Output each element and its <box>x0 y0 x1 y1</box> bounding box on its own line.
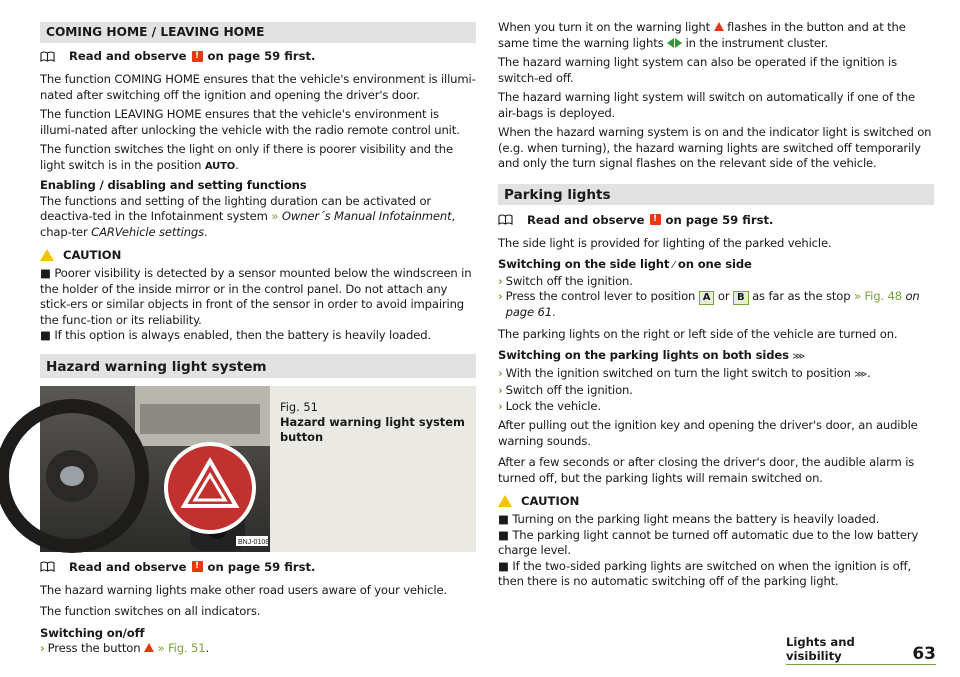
book-icon <box>40 51 55 62</box>
paragraph: The side light is provided for lighting of the parked vehicle. <box>498 235 832 250</box>
side-light-icon: ⁄ <box>672 260 675 271</box>
paragraph: The function switches on all indicators. <box>40 604 261 618</box>
paragraph: The functions and setting of the lighting duration can be activated or deactiva-ted in the Infotainment system » Owner´s Manual Infotainment, chap-ter CARVehicle settings. <box>40 193 456 239</box>
key-a: A <box>699 291 715 305</box>
paragraph: The hazard warning light system can also be operated if the ignition is switch-ed off. <box>498 55 897 85</box>
caution-item: ■ If this option is always enabled, then the battery is heavily loaded. <box>40 328 431 342</box>
left-column <box>40 22 476 657</box>
caution-item: ■ If the two-sided parking lights are switched on when the ignition is off, then there is no automatic switching off of the parking light. <box>498 558 911 588</box>
paragraph: After a few seconds or after closing the driver's door, the audible alarm is turned off, but the parking lights will remain switched on. <box>498 455 915 485</box>
step-item: › Switch off the ignition. <box>498 383 633 397</box>
section-heading-hazard: Hazard warning light system <box>40 354 476 378</box>
right-column <box>498 20 934 594</box>
fig-51-link[interactable]: » Fig. 51 <box>157 641 206 655</box>
warning-icon: ! <box>650 214 661 225</box>
cross-ref-link[interactable]: » <box>271 209 279 223</box>
turn-signal-icon <box>667 38 682 48</box>
chevron-right-icon: › <box>40 641 45 655</box>
caution-heading: CAUTION <box>498 494 934 508</box>
auto-icon: AUTO <box>204 160 236 172</box>
hazard-triangle-icon <box>144 643 154 652</box>
page-footer <box>786 635 936 664</box>
sub-heading: Switching on the parking lights on both sides ⋙ <box>498 348 806 362</box>
sub-heading: Switching on the side light ⁄ on one side <box>498 257 752 271</box>
book-icon <box>40 561 55 572</box>
caution-triangle-icon <box>498 495 512 507</box>
paragraph: The function switches the light on only if there is poorer visibility and the light switch is in the position AUTO. <box>40 142 453 172</box>
warning-icon: ! <box>192 51 203 62</box>
caution-item: ■ The parking light cannot be turned off automatic due to the low battery charge level. <box>498 527 919 557</box>
book-icon <box>498 214 513 225</box>
caution-item: ■ Turning on the parking light means the battery is heavily loaded. <box>498 512 880 526</box>
sub-heading: Enabling / disabling and setting functions <box>40 178 307 192</box>
step-item: › Press the button » Fig. 51. <box>40 641 210 655</box>
read-observe-note: Read and observe ! on page 59 first. <box>40 49 476 63</box>
paragraph: The function LEAVING HOME ensures that the vehicle's environment is illumi-nated after unlocking the vehicle with the radio remote control unit. <box>40 107 460 137</box>
read-observe-note: Read and observe ! on page 59 first. <box>40 560 476 574</box>
footer-rule <box>786 664 936 665</box>
paragraph: The hazard warning light system will switch on automatically if one of the air-bags is deployed. <box>498 90 916 120</box>
fig-48-link[interactable]: » Fig. 48 <box>853 289 902 303</box>
page-number: 63 <box>912 644 936 664</box>
read-observe-note: Read and observe ! on page 59 first. <box>498 213 934 227</box>
paragraph: The hazard warning lights make other road users aware of your vehicle. <box>40 582 447 597</box>
section-heading-parking: Parking lights <box>498 184 934 205</box>
section-heading-coming-home: COMING HOME / LEAVING HOME <box>40 22 476 43</box>
hazard-triangle-icon <box>714 22 724 31</box>
paragraph: When you turn it on the warning light flashes in the button and at the same time the warning lights in the instrument cluster. <box>498 20 906 50</box>
sub-heading: Switching on/off <box>40 625 145 640</box>
warning-icon: ! <box>192 561 203 572</box>
parking-light-icon: ⋙ <box>792 352 806 362</box>
paragraph: The parking lights on the right or left side of the vehicle are turned on. <box>498 326 898 341</box>
figure-caption: Fig. 51 Hazard warning light system button <box>280 399 465 444</box>
figure-51 <box>40 386 476 552</box>
key-b: B <box>733 291 748 305</box>
chevron-right-icon: › <box>498 289 503 303</box>
paragraph: After pulling out the ignition key and opening the driver's door, an audible warning sounds. <box>498 418 918 448</box>
parking-light-icon: ⋙ <box>854 369 867 380</box>
chevron-right-icon: › <box>498 383 503 397</box>
chevron-right-icon: › <box>498 398 503 413</box>
chevron-right-icon: › <box>498 365 503 380</box>
paragraph: When the hazard warning system is on and the indicator light is switched on (e.g. when turning), the hazard warning lights are switched off temporarily and only the turn signal flashes on the relevant side of the vehicle. <box>498 125 932 170</box>
step-item: › Press the control lever to position A or B as far as the stop » Fig. 48 on page 61. <box>498 289 920 319</box>
hazard-button-photo <box>40 386 270 552</box>
caution-heading: CAUTION <box>40 248 476 262</box>
caution-item: ■ Poorer visibility is detected by a sensor mounted below the windscreen in the holder of the inside mirror or in the control panel. Do not attach any stick-ers or similar objects in front of the sensor in order to avoid impairing the func-tion or its reliability. <box>40 266 472 327</box>
step-item: › With the ignition switched on turn the light switch to position ⋙. <box>498 366 934 384</box>
chevron-right-icon: › <box>498 273 503 288</box>
footer-section: Lights and visibility <box>786 635 855 663</box>
figure-code: BNJ-0108 <box>238 538 270 546</box>
step-item: › Lock the vehicle. <box>498 398 601 413</box>
caution-triangle-icon <box>40 249 54 261</box>
paragraph <box>40 178 476 194</box>
paragraph: The function COMING HOME ensures that the vehicle's environment is illumi-nated after switching off the ignition and opening the driver's door. <box>40 72 476 102</box>
step-item: › Switch off the ignition. <box>498 273 633 288</box>
